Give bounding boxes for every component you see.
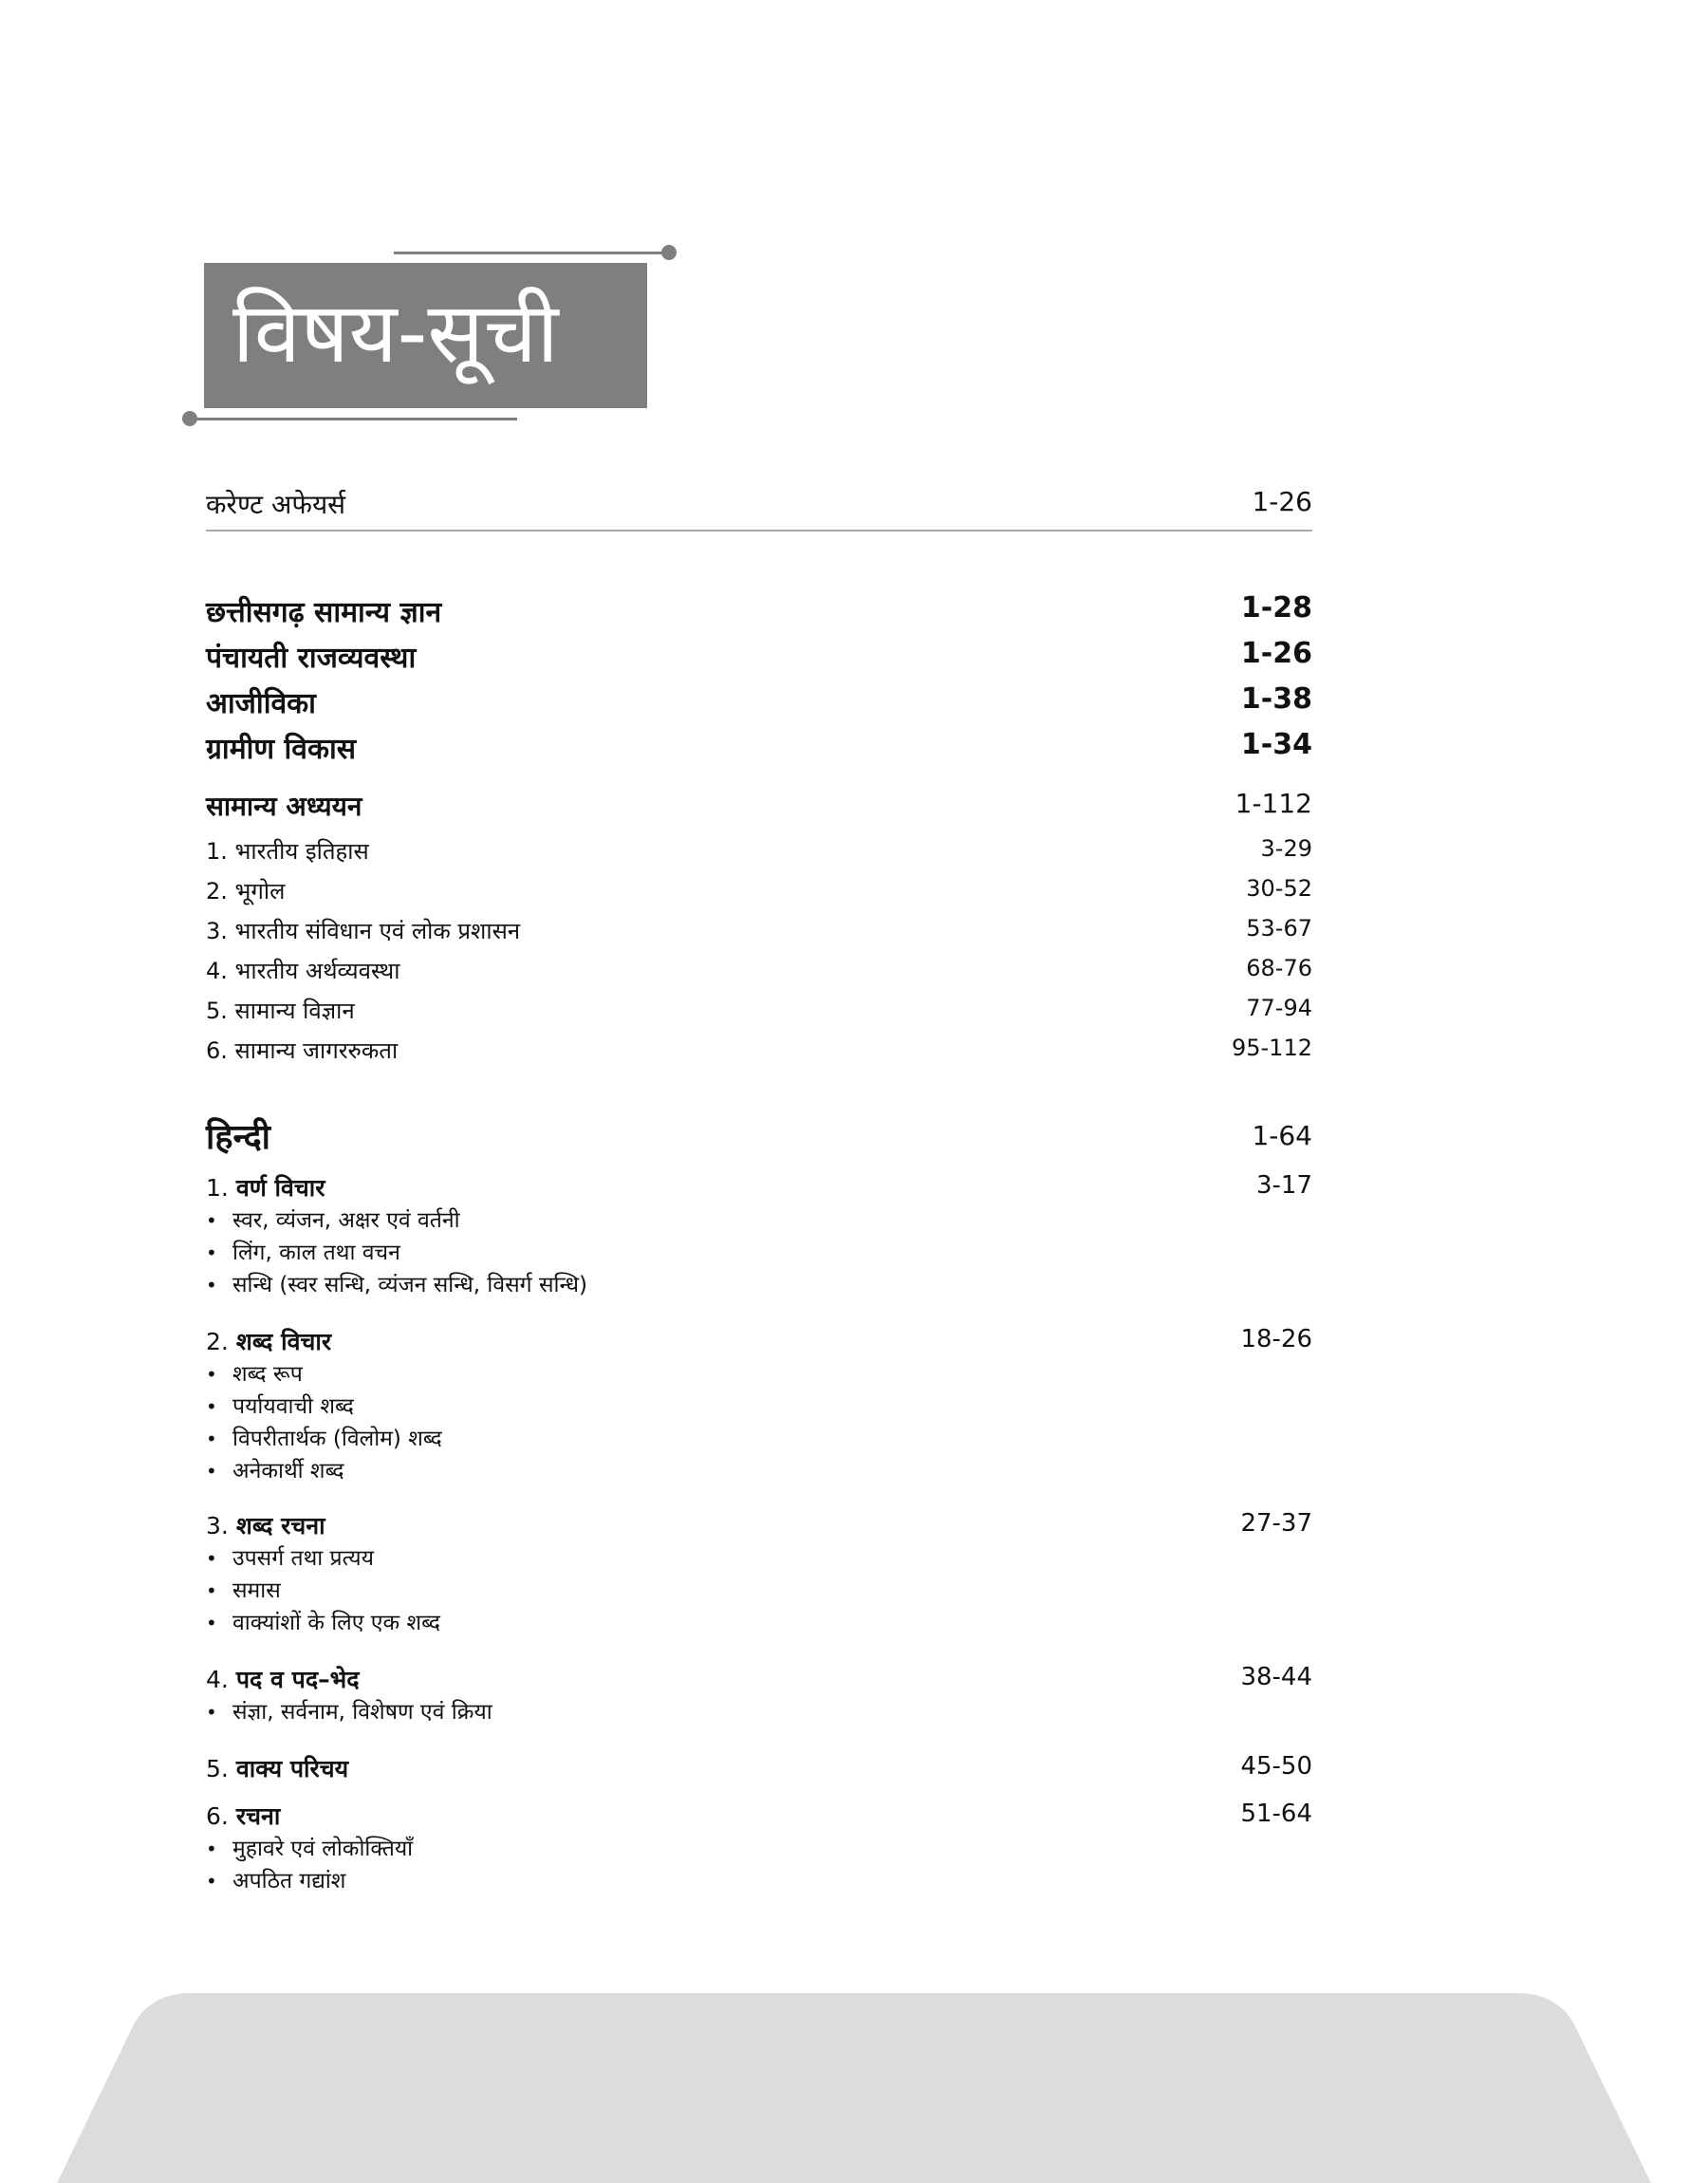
bullet-item: • सन्धि (स्वर सन्धि, व्यंजन सन्धि, विसर्ग सन्धि) bbox=[206, 1273, 587, 1297]
toc-label: छत्तीसगढ़ सामान्य ज्ञान bbox=[206, 596, 442, 629]
toc-major-section[interactable] bbox=[206, 682, 1312, 724]
bullet-icon: • bbox=[206, 1838, 217, 1860]
toc-page: 27-37 bbox=[1240, 1509, 1312, 1538]
toc-label: 5. सामान्य विज्ञान bbox=[206, 998, 355, 1024]
toc-page: 51-64 bbox=[1240, 1800, 1312, 1828]
bullet-item: • अनेकार्थी शब्द bbox=[206, 1459, 344, 1483]
toc-page: 1-26 bbox=[1252, 486, 1312, 517]
toc-page: 1-64 bbox=[1252, 1120, 1312, 1151]
bullet-icon: • bbox=[206, 1395, 217, 1418]
toc-label: करेण्ट अफेयर्स bbox=[206, 489, 346, 520]
toc-page: 1-26 bbox=[1240, 637, 1312, 670]
toc-page: 1-34 bbox=[1240, 728, 1312, 761]
toc-label: 3. भारतीय संविधान एवं लोक प्रशासन bbox=[206, 918, 521, 944]
bullet-item: • समास bbox=[206, 1578, 281, 1603]
toc-current-affairs[interactable] bbox=[206, 486, 1312, 528]
divider-rule bbox=[206, 530, 1312, 532]
toc-label: शब्द विचार bbox=[235, 1328, 332, 1355]
title-box bbox=[204, 263, 647, 408]
bullet-item: • विपरीतार्थक (विलोम) शब्द bbox=[206, 1427, 442, 1451]
toc-label: 4. भारतीय अर्थव्यवस्था bbox=[206, 958, 400, 984]
toc-page: 38-44 bbox=[1240, 1663, 1312, 1691]
toc-label: पंचायती राजव्यवस्था bbox=[206, 642, 417, 675]
toc-page: 1-112 bbox=[1235, 788, 1312, 819]
bullet-icon: • bbox=[206, 1427, 217, 1450]
page-title: विषय-सूची bbox=[232, 284, 559, 382]
toc-page: 68-76 bbox=[1246, 955, 1312, 981]
bullet-item: • लिंग, काल तथा वचन bbox=[206, 1241, 400, 1265]
toc-page: 3-29 bbox=[1260, 835, 1312, 862]
toc-item[interactable] bbox=[206, 875, 1312, 917]
toc-item[interactable] bbox=[206, 995, 1312, 1036]
toc-page: 1-28 bbox=[1240, 591, 1312, 625]
bullet-icon: • bbox=[206, 1274, 217, 1297]
bullet-item: • उपसर्ग तथा प्रत्यय bbox=[206, 1546, 374, 1571]
toc-label: 2. भूगोल bbox=[206, 878, 286, 905]
chapter-number: 6. bbox=[206, 1802, 229, 1830]
toc-label: पद व पद–भेद bbox=[235, 1666, 360, 1693]
toc-major-section[interactable] bbox=[206, 728, 1312, 770]
bullet-item: • मुहावरे एवं लोकोक्तियाँ bbox=[206, 1837, 414, 1861]
title-decor-dot-top bbox=[661, 245, 677, 260]
toc-page: 30-52 bbox=[1246, 875, 1312, 902]
toc-page: 3-17 bbox=[1255, 1171, 1312, 1200]
bullet-icon: • bbox=[206, 1870, 217, 1893]
bullet-icon: • bbox=[206, 1701, 217, 1724]
toc-label: शब्द रचना bbox=[235, 1512, 325, 1539]
toc-hindi[interactable] bbox=[206, 1112, 1312, 1157]
chapter-number: 3. bbox=[206, 1512, 229, 1539]
bullet-icon: • bbox=[206, 1363, 217, 1386]
chapter-number: 5. bbox=[206, 1755, 229, 1782]
title-decor-dot-bottom bbox=[182, 411, 197, 426]
bullet-icon: • bbox=[206, 1241, 217, 1264]
toc-page: 18-26 bbox=[1240, 1325, 1312, 1353]
toc-label: ग्रामीण विकास bbox=[206, 733, 357, 766]
bullet-item: • पर्यायवाची शब्द bbox=[206, 1394, 354, 1419]
toc-chapter[interactable] bbox=[206, 1752, 1312, 1794]
toc-page: 53-67 bbox=[1246, 915, 1312, 942]
toc-label: आजीविका bbox=[206, 687, 316, 720]
bullet-icon: • bbox=[206, 1579, 217, 1602]
toc-label: सामान्य अध्ययन bbox=[206, 791, 362, 822]
toc-label: 6. सामान्य जागररुकता bbox=[206, 1037, 399, 1064]
bullet-icon: • bbox=[206, 1209, 217, 1232]
toc-label: हिन्दी bbox=[206, 1118, 271, 1157]
toc-page: 95-112 bbox=[1231, 1035, 1312, 1061]
bullet-icon: • bbox=[206, 1547, 217, 1570]
toc-major-section[interactable] bbox=[206, 637, 1312, 679]
bullet-icon: • bbox=[206, 1612, 217, 1634]
toc-item[interactable] bbox=[206, 1035, 1312, 1076]
chapter-number: 1. bbox=[206, 1174, 229, 1202]
toc-item[interactable] bbox=[206, 955, 1312, 997]
toc-label: रचना bbox=[235, 1802, 281, 1830]
bullet-item: • संज्ञा, सर्वनाम, विशेषण एवं क्रिया bbox=[206, 1700, 492, 1725]
bullet-item: • अपठित गद्यांश bbox=[206, 1869, 346, 1894]
bullet-item: • स्वर, व्यंजन, अक्षर एवं वर्तनी bbox=[206, 1208, 460, 1233]
footer-decor-shape bbox=[0, 1988, 1708, 2183]
toc-item[interactable] bbox=[206, 835, 1312, 877]
title-decor-line-top bbox=[394, 252, 669, 254]
bullet-item: • वाक्यांशों के लिए एक शब्द bbox=[206, 1611, 441, 1635]
toc-major-section[interactable] bbox=[206, 591, 1312, 633]
chapter-number: 2. bbox=[206, 1328, 229, 1355]
toc-page: 45-50 bbox=[1240, 1752, 1312, 1781]
toc-page: 77-94 bbox=[1246, 995, 1312, 1021]
toc-label: वाक्य परिचय bbox=[235, 1755, 349, 1782]
toc-page: 1-38 bbox=[1240, 682, 1312, 716]
toc-general-studies[interactable] bbox=[206, 788, 1312, 830]
toc-item[interactable] bbox=[206, 915, 1312, 957]
toc-chapter[interactable] bbox=[206, 1325, 1312, 1367]
title-decor-line-bottom bbox=[190, 418, 517, 420]
bullet-item: • शब्द रूप bbox=[206, 1362, 303, 1387]
chapter-number: 4. bbox=[206, 1666, 229, 1693]
toc-label: वर्ण विचार bbox=[235, 1174, 325, 1202]
bullet-icon: • bbox=[206, 1460, 217, 1483]
toc-label: 1. भारतीय इतिहास bbox=[206, 838, 369, 865]
